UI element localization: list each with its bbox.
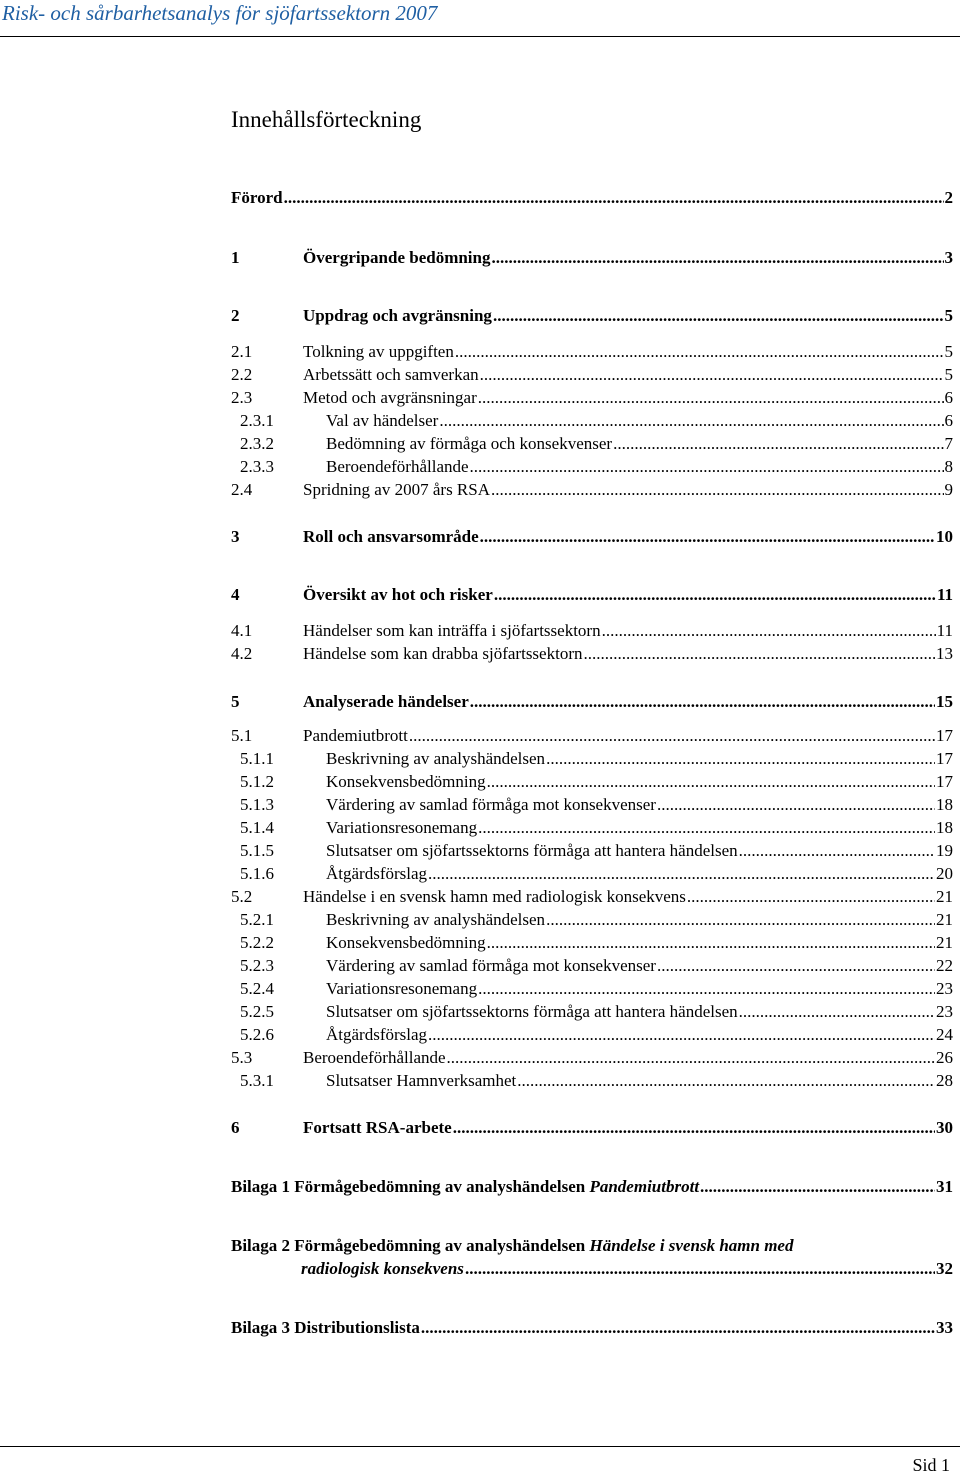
toc-entry-number: 5.1.3: [240, 795, 274, 814]
toc-entry-number: 5.1: [231, 726, 253, 745]
toc-entry-number: 4.2: [231, 644, 253, 663]
toc-leader-dots: [700, 1175, 935, 1198]
toc-entry-title: Beskrivning av analyshändelsen: [326, 749, 546, 768]
toc-entry[interactable]: [231, 340, 953, 363]
toc-entry-title: Beroendeförhållande: [326, 457, 469, 476]
toc-entry-number: 5.2.6: [240, 1025, 274, 1044]
header-title: Risk- och sårbarhetsanalys för sjöfartssektorn 2007: [2, 1, 438, 25]
toc-entry-number: 5.3.1: [240, 1071, 274, 1090]
toc-entry-number: 4.1: [231, 621, 253, 640]
toc-entry[interactable]: [231, 1116, 953, 1139]
toc-entry-number: 2: [231, 306, 240, 325]
header-rule: [0, 36, 960, 37]
appendix-2-italic-line2: radiologisk konsekvens: [301, 1259, 464, 1278]
toc-entry-title: Val av händelser: [326, 411, 439, 430]
toc-leader-dots: [447, 1046, 935, 1069]
toc-entry-page: 21: [936, 910, 953, 929]
toc-entry[interactable]: [231, 583, 953, 606]
toc-entry[interactable]: [231, 816, 953, 839]
toc-leader-dots: [546, 908, 935, 931]
toc-entry-page: 15: [936, 692, 953, 711]
toc-entry-page: 2: [944, 188, 953, 207]
toc-entry[interactable]: [231, 954, 953, 977]
toc-entry-page: 23: [936, 979, 953, 998]
toc-entry-page: 5: [944, 342, 953, 361]
toc-leader-dots: [739, 1000, 935, 1023]
toc-entry-page: 30: [936, 1118, 953, 1137]
toc-entry-title: Beskrivning av analyshändelsen: [326, 910, 546, 929]
toc-leader-dots: [453, 1116, 935, 1139]
toc-entry-page: 20: [936, 864, 953, 883]
toc-entry-title: Variationsresonemang: [326, 979, 478, 998]
appendix-1-italic: Pandemiutbrott: [589, 1177, 700, 1196]
toc-entry[interactable]: [231, 1000, 953, 1023]
toc-heading: Innehållsförteckning: [231, 107, 422, 132]
toc-leader-dots: [421, 1316, 935, 1339]
toc-entry-title: Fortsatt RSA-arbete: [303, 1118, 452, 1137]
toc-entry-title: Variationsresonemang: [326, 818, 478, 837]
toc-entry-title: Spridning av 2007 års RSA: [303, 480, 490, 499]
toc-leader-dots: [487, 931, 935, 954]
toc-entry-title: Slutsatser om sjöfartssektorns förmåga att hantera händelsen: [326, 1002, 738, 1021]
toc-leader-dots: [494, 583, 936, 606]
toc-leader-dots: [480, 525, 935, 548]
toc-entry-number: 5.1.2: [240, 772, 274, 791]
toc-entry[interactable]: [231, 1046, 953, 1069]
toc-entry-number: 3: [231, 527, 240, 546]
toc-entry-title: Värdering av samlad förmåga mot konsekvenser: [326, 956, 656, 975]
toc-entry-page: 19: [936, 841, 953, 860]
toc-leader-dots: [465, 1257, 935, 1280]
toc-entry-title: Händelser som kan inträffa i sjöfartssektorn: [303, 621, 601, 640]
toc-leader-dots: [739, 839, 935, 862]
toc-leader-dots: [428, 1023, 935, 1046]
toc-leader-dots: [284, 186, 944, 209]
toc-leader-dots: [478, 816, 935, 839]
toc-entry-number: 5.3: [231, 1048, 253, 1067]
toc-entry-number: 2.3.3: [240, 457, 274, 476]
toc-leader-dots: [687, 885, 935, 908]
toc-leader-dots: [470, 455, 944, 478]
toc-appendix-1[interactable]: [231, 1175, 953, 1198]
toc-entry-number: 5.1.6: [240, 864, 274, 883]
toc-entry-title: Konsekvensbedömning: [326, 772, 486, 791]
toc-entry-page: 26: [936, 1048, 953, 1067]
toc-leader-dots: [470, 690, 935, 713]
toc-entry-title: Bedömning av förmåga och konsekvenser: [326, 434, 613, 453]
toc-entry[interactable]: [231, 1023, 953, 1046]
toc-entry-page: 18: [936, 818, 953, 837]
toc-entry-title: Roll och ansvarsområde: [303, 527, 479, 546]
toc-entry-page: 28: [936, 1071, 953, 1090]
toc-entry-number: 5.1.5: [240, 841, 274, 860]
toc-entry-title: Händelse i en svensk hamn med radiologisk konsekvens: [303, 887, 686, 906]
toc-entry-title: Metod och avgränsningar: [303, 388, 477, 407]
toc-entry[interactable]: [231, 1069, 953, 1092]
toc-entry-page: 3: [944, 248, 953, 267]
appendix-3-title: Bilaga 3 Distributionslista: [231, 1318, 420, 1337]
toc-entry-title: Konsekvensbedömning: [326, 933, 486, 952]
toc-entry-title: Värdering av samlad förmåga mot konsekvenser: [326, 795, 656, 814]
toc-entry-number: 5.1.1: [240, 749, 274, 768]
toc-appendix-2[interactable]: [231, 1234, 953, 1280]
toc-entry-page: 6: [944, 388, 953, 407]
toc-entry-number: 5.2.4: [240, 979, 274, 998]
page-header: [0, 0, 960, 38]
toc-entry-page: 5: [944, 365, 953, 384]
toc-leader-dots: [657, 954, 935, 977]
appendix-2-title: Bilaga 2 Förmågebedömning av analyshändelsen: [231, 1236, 590, 1255]
toc-entry-page: 18: [936, 795, 953, 814]
toc-leader-dots: [428, 862, 935, 885]
toc-entry[interactable]: [231, 455, 953, 478]
toc-entry[interactable]: [231, 793, 953, 816]
toc-leader-dots: [455, 340, 944, 363]
toc-entry-page: 21: [936, 887, 953, 906]
toc-leader-dots: [487, 770, 935, 793]
toc-entry-title: Händelse som kan drabba sjöfartssektorn: [303, 644, 583, 663]
toc-entry-number: 2.2: [231, 365, 253, 384]
toc-entry[interactable]: [231, 619, 953, 642]
toc-appendix-3[interactable]: [231, 1316, 953, 1339]
toc-entry[interactable]: [231, 690, 953, 713]
toc-entry-title: Slutsatser Hamnverksamhet: [326, 1071, 517, 1090]
toc-entry-number: 4: [231, 585, 240, 604]
toc-leader-dots: [409, 724, 935, 747]
toc-entry-number: 5.2.1: [240, 910, 274, 929]
toc-entry-title: Uppdrag och avgränsning: [303, 306, 492, 325]
toc-entry-page: 6: [944, 411, 953, 430]
toc-entry-number: 2.1: [231, 342, 253, 361]
toc-entry-number: 5.1.4: [240, 818, 274, 837]
toc-leader-dots: [439, 409, 943, 432]
toc-entry-page: 21: [936, 933, 953, 952]
toc-entry-number: 5.2: [231, 887, 253, 906]
page-number: Sid 1: [912, 1455, 950, 1475]
toc-entry-title: Beroendeförhållande: [303, 1048, 446, 1067]
toc-entry[interactable]: [231, 977, 953, 1000]
toc-entry-number: 6: [231, 1118, 240, 1137]
toc-leader-dots: [602, 619, 936, 642]
toc-entry-title: Arbetssätt och samverkan: [303, 365, 479, 384]
toc-entry-page: 9: [944, 480, 953, 499]
toc-entry[interactable]: [231, 931, 953, 954]
appendix-3-page: 33: [936, 1318, 953, 1337]
toc-entry[interactable]: [231, 642, 953, 665]
toc-entry-number: 1: [231, 248, 240, 267]
toc-entry[interactable]: [231, 885, 953, 908]
toc-entry-page: 13: [936, 644, 953, 663]
toc-entry-title: Analyserade händelser: [303, 692, 469, 711]
toc-entry-number: 5.2.2: [240, 933, 274, 952]
toc-entry-title: Pandemiutbrott: [303, 726, 408, 745]
toc-entry[interactable]: [231, 908, 953, 931]
toc-entry[interactable]: [231, 186, 953, 209]
toc-entry-number: 5.2.5: [240, 1002, 274, 1021]
toc-entry[interactable]: [231, 724, 953, 747]
toc-entry-number: 2.3.1: [240, 411, 274, 430]
toc-entry-page: 22: [936, 956, 953, 975]
toc-entry-page: 17: [936, 772, 953, 791]
toc-leader-dots: [613, 432, 943, 455]
toc-entry-page: 11: [936, 621, 953, 640]
toc-entry[interactable]: [231, 862, 953, 885]
toc-entry-page: 11: [936, 585, 953, 604]
toc-entry-page: 10: [936, 527, 953, 546]
toc-entry-title: Slutsatser om sjöfartssektorns förmåga att hantera händelsen: [326, 841, 738, 860]
toc-entry-page: 17: [936, 726, 953, 745]
toc-entry[interactable]: [231, 747, 953, 770]
toc-leader-dots: [478, 977, 935, 1000]
toc-entry-number: 2.4: [231, 480, 253, 499]
toc-entry[interactable]: [231, 246, 953, 269]
toc-entry-page: 17: [936, 749, 953, 768]
toc-leader-dots: [583, 642, 935, 665]
toc-entry-title: Åtgärdsförslag: [326, 1025, 428, 1044]
toc-entry[interactable]: [231, 525, 953, 548]
toc-entry-page: 5: [944, 306, 953, 325]
toc-leader-dots: [546, 747, 935, 770]
toc-leader-dots: [657, 793, 935, 816]
toc-entry[interactable]: [231, 363, 953, 386]
toc-leader-dots: [493, 304, 944, 327]
toc-entry-title: Översikt av hot och risker: [303, 585, 493, 604]
toc-entry-number: 5.2.3: [240, 956, 274, 975]
toc-leader-dots: [478, 386, 944, 409]
toc-leader-dots: [517, 1069, 935, 1092]
toc-entry-title: Åtgärdsförslag: [326, 864, 428, 883]
appendix-1-title: Bilaga 1 Förmågebedömning av analyshändelsen: [231, 1177, 590, 1196]
appendix-2-page: 32: [936, 1259, 953, 1278]
toc-entry[interactable]: [231, 478, 953, 501]
toc-entry[interactable]: [231, 409, 953, 432]
toc-entry-number: 5: [231, 692, 240, 711]
toc-entry-title: Förord: [231, 188, 283, 207]
toc-leader-dots: [480, 363, 944, 386]
toc-entry-number: 2.3: [231, 388, 253, 407]
toc-entry-number: 2.3.2: [240, 434, 274, 453]
toc-entry[interactable]: [231, 770, 953, 793]
toc-entry[interactable]: [231, 304, 953, 327]
toc-entry[interactable]: [231, 386, 953, 409]
toc-entry-page: 7: [944, 434, 953, 453]
toc-entry-title: Övergripande bedömning: [303, 248, 491, 267]
appendix-2-italic: Händelse i svensk hamn med: [589, 1236, 794, 1255]
toc-leader-dots: [492, 246, 944, 269]
appendix-1-page: 31: [936, 1177, 953, 1196]
toc-entry[interactable]: [231, 432, 953, 455]
toc-entry-page: 8: [944, 457, 953, 476]
footer-rule: [0, 1446, 960, 1447]
toc-entry-page: 24: [936, 1025, 953, 1044]
toc-entry-page: 23: [936, 1002, 953, 1021]
toc-entry-title: Tolkning av uppgiften: [303, 342, 454, 361]
toc-entry[interactable]: [231, 839, 953, 862]
toc-leader-dots: [491, 478, 944, 501]
